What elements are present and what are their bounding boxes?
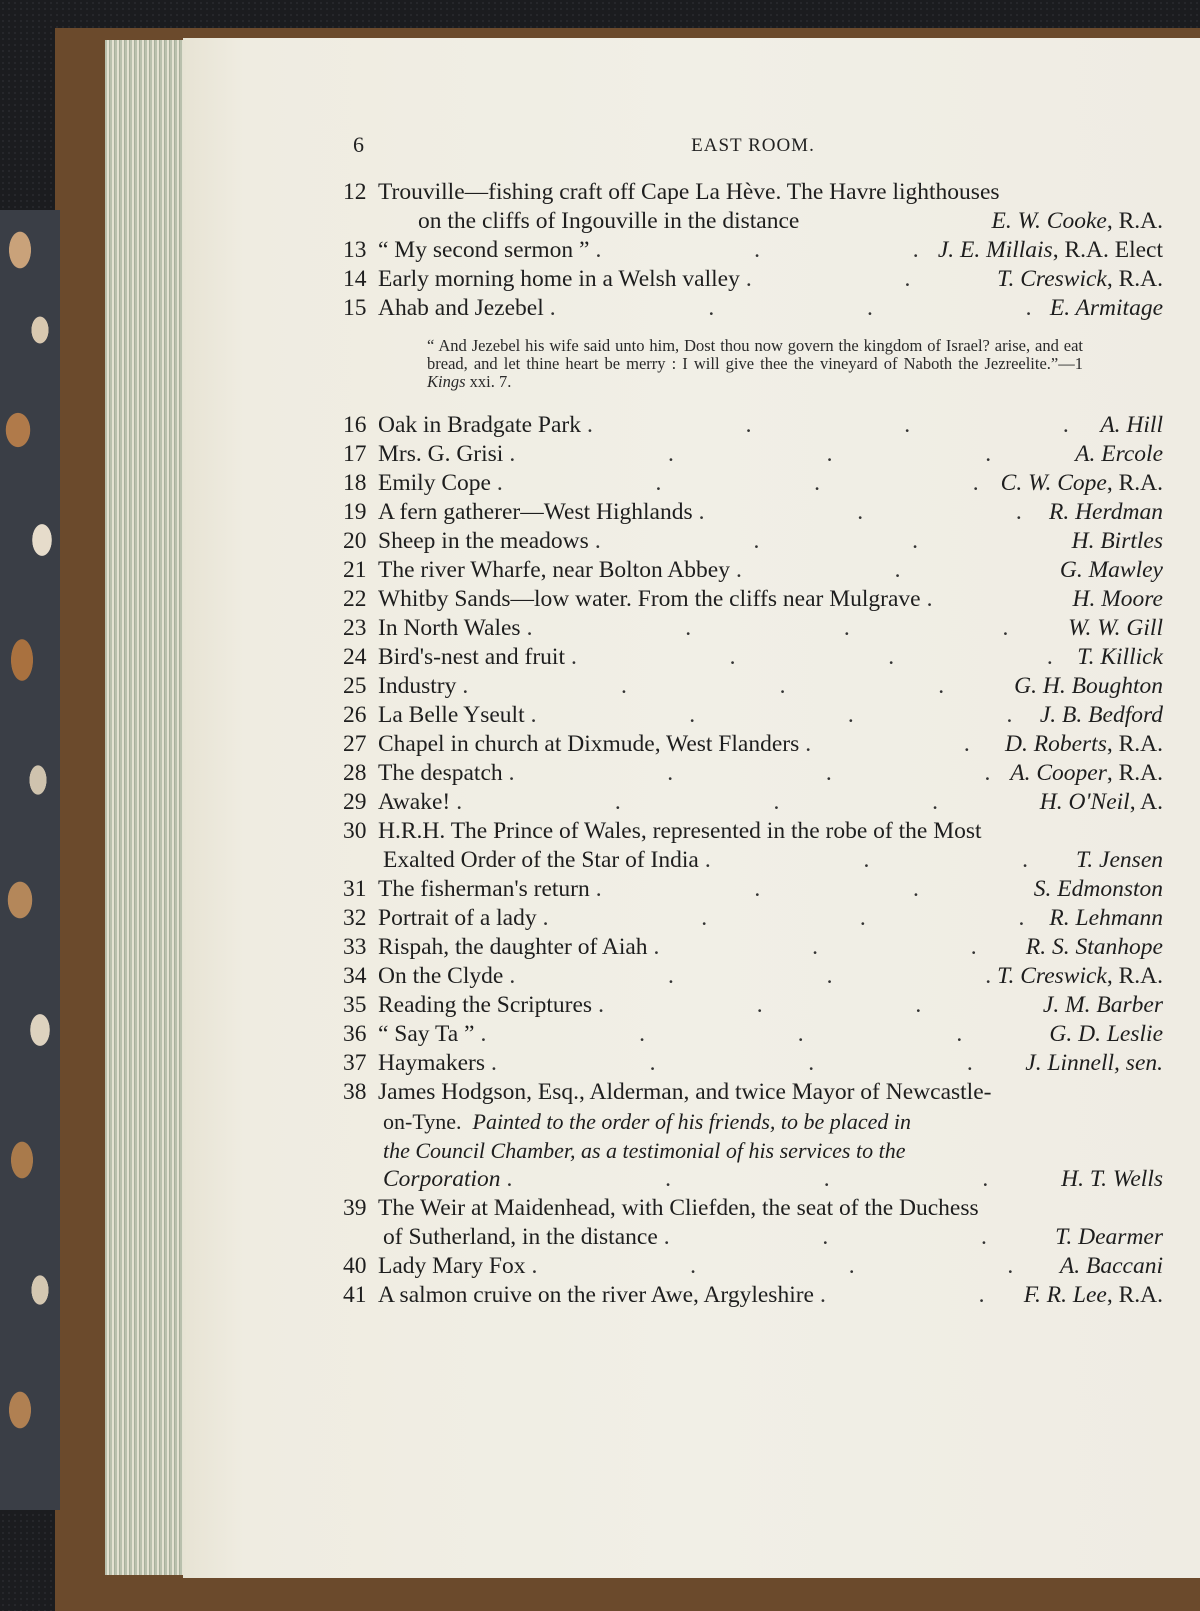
entry-title: The despatch (378, 760, 503, 786)
catalogue-entry (343, 1049, 1163, 1078)
artist-name (1043, 991, 1163, 1020)
entry-number: 32 (343, 905, 367, 931)
entry-number: 23 (343, 615, 367, 641)
catalogue-entry (343, 875, 1163, 904)
quote-book: Kings (427, 372, 466, 391)
entry-number: 22 (343, 586, 367, 612)
artist-name (1049, 498, 1163, 527)
artist-name-italic: G. Mawley (1059, 557, 1163, 583)
marbled-endpaper (0, 210, 60, 1510)
entry-number: 35 (343, 992, 367, 1018)
artist-name (1010, 759, 1163, 788)
catalogue-entry (343, 962, 1163, 991)
entry-title: The river Wharfe, near Bolton Abbey (378, 557, 730, 583)
entry-commission-note: Corporation (383, 1166, 501, 1192)
artist-name (1014, 672, 1163, 701)
entry-title: Mrs. G. Grisi (378, 441, 504, 467)
artist-suffix: , R.A. Elect (1052, 237, 1163, 263)
artist-name-italic: R. S. Stanhope (1025, 934, 1163, 960)
entry-number: 25 (343, 673, 367, 699)
entry-number: 26 (343, 702, 367, 728)
artist-name (1072, 585, 1163, 614)
entry-number: 18 (343, 470, 367, 496)
entry-commission-note: Painted to the order of his friends, to be placed in (472, 1109, 912, 1134)
artist-name-italic: F. R. Lee (1023, 1282, 1107, 1308)
catalogue-entry (343, 440, 1163, 469)
artist-name-italic: R. Lehmann (1049, 905, 1163, 931)
entry-title: “ My second sermon ” (378, 237, 590, 263)
catalogue-entry (343, 265, 1163, 294)
artist-name (1076, 846, 1163, 875)
leader-dots (805, 730, 999, 759)
entry-number: 38 (343, 1079, 367, 1105)
artist-name (1034, 875, 1163, 904)
quote-text: “ And Jezebel his wife said unto him, Dost thou now govern the kingdom of Israel? arise, and eat bread, and let thine heart be merry : I will give thee the vineyard of Naboth the Jezreelite.”—1 (427, 336, 1083, 373)
leader-dots (736, 556, 1054, 585)
catalogue-entry (343, 1020, 1163, 1049)
artist-name (1055, 1223, 1163, 1252)
catalogue-entry (343, 178, 1163, 236)
artist-name (1077, 643, 1163, 672)
artist-suffix: , R.A. (1106, 963, 1163, 989)
entry-number: 12 (343, 179, 367, 205)
artist-name-italic: J. Linnell, sen. (1025, 1050, 1163, 1076)
leader-dots (462, 672, 1008, 701)
catalogue-entry (343, 1281, 1163, 1310)
entry-number: 16 (343, 412, 367, 438)
catalogue-entry (343, 1078, 1163, 1194)
leader-dots (595, 527, 1066, 556)
catalogue-list (343, 178, 1163, 1310)
entry-number: 41 (343, 1282, 367, 1308)
artist-name-italic: G. H. Boughton (1014, 673, 1163, 699)
artist-name (1001, 469, 1163, 498)
running-head: EAST ROOM. (691, 135, 815, 156)
entry-number: 40 (343, 1253, 367, 1279)
catalogue-entry (343, 817, 1163, 875)
leader-dots (531, 701, 1034, 730)
artist-suffix: , R.A. (1106, 470, 1163, 496)
artist-name-italic: H. O'Neil (1039, 789, 1130, 815)
entry-title: “ Say Ta ” (378, 1021, 475, 1047)
leader-dots (497, 469, 995, 498)
entry-title: La Belle Yseult (378, 702, 525, 728)
catalogue-entry (343, 236, 1163, 265)
leader-dots (746, 265, 991, 294)
artist-name (1061, 1165, 1163, 1194)
artist-suffix: , A. (1129, 789, 1163, 815)
leader-dots (820, 1281, 1018, 1310)
artist-name-italic: R. Herdman (1048, 499, 1163, 525)
entry-number: 20 (343, 528, 367, 554)
artist-name-italic: A. Baccani (1059, 1253, 1163, 1279)
artist-name-italic: E. Armitage (1049, 295, 1163, 321)
artist-name-italic: J. B. Bedford (1039, 702, 1163, 728)
entry-number: 31 (343, 876, 367, 902)
catalogue-entry (343, 788, 1163, 817)
entry-title: A salmon cruive on the river Awe, Argyleshire (378, 1282, 814, 1308)
leader-dots (480, 1020, 1043, 1049)
entry-number: 37 (343, 1050, 367, 1076)
artist-name (992, 207, 1163, 236)
leader-dots (532, 1252, 1054, 1281)
artist-name (1075, 440, 1163, 469)
entry-title: Rispah, the daughter of Aiah (378, 934, 648, 960)
leader-dots (491, 1049, 1019, 1078)
entry-number: 28 (343, 760, 367, 786)
catalogue-entry (343, 294, 1163, 323)
catalogue-entry (343, 527, 1163, 556)
entry-title: A fern gatherer—West Highlands (378, 499, 693, 525)
artist-name (1050, 294, 1163, 323)
catalogue-entry (343, 672, 1163, 701)
catalogue-entry (343, 614, 1163, 643)
entry-number: 21 (343, 557, 367, 583)
quote-reference: xxi. 7. (465, 372, 512, 391)
entry-title: Haymakers (378, 1050, 486, 1076)
entry-title: Whitby Sands—low water. From the cliffs near Mulgrave (378, 586, 921, 612)
page-edges (105, 40, 185, 1575)
catalogue-entry (343, 759, 1163, 788)
catalogue-entry (343, 701, 1163, 730)
artist-suffix: , R.A. (1106, 208, 1163, 234)
entry-title-continued (383, 1107, 911, 1136)
entry-number: 36 (343, 1021, 367, 1047)
catalogue-entry (343, 730, 1163, 759)
entry-title: Bird's-nest and fruit (378, 644, 565, 670)
entry-title-continued: on the cliffs of Ingouville in the distance (418, 208, 800, 234)
artist-name-italic: H. Birtles (1071, 528, 1163, 554)
catalogue-entry (343, 904, 1163, 933)
artist-name-italic: T. Killick (1077, 644, 1163, 670)
entry-title: Awake! (378, 789, 451, 815)
entry-number: 39 (343, 1195, 367, 1221)
leader-dots (507, 1165, 1056, 1194)
entry-number: 34 (343, 963, 367, 989)
catalogue-entry (343, 933, 1163, 962)
leader-dots (596, 875, 1028, 904)
leader-dots (927, 585, 1067, 614)
artist-name (1040, 701, 1163, 730)
artist-name-italic: J. M. Barber (1042, 992, 1163, 1018)
leader-dots (550, 294, 1044, 323)
leader-dots (705, 846, 1070, 875)
entry-title: Industry (378, 673, 457, 699)
entry-title: Early morning home in a Welsh valley (378, 266, 740, 292)
entry-title: James Hodgson, Esq., Alderman, and twice Mayor of Newcastle- (378, 1079, 992, 1105)
artist-name (1024, 1281, 1163, 1310)
leader-dots (587, 411, 1094, 440)
artist-name (1049, 1020, 1163, 1049)
entry-title: Reading the Scriptures (378, 992, 593, 1018)
entry-title: Emily Cope (378, 470, 491, 496)
leader-dots (664, 1223, 1049, 1252)
entry-commission-note: the Council Chamber, as a testimonial of his services to the (383, 1138, 906, 1163)
artist-name (1040, 788, 1163, 817)
artist-name (1060, 556, 1163, 585)
entry-number: 29 (343, 789, 367, 815)
artist-name-italic: J. E. Millais (937, 237, 1053, 263)
artist-name-italic: T. Dearmer (1055, 1224, 1163, 1250)
catalogue-entry (343, 411, 1163, 440)
artist-name (997, 962, 1163, 991)
entry-number: 17 (343, 441, 367, 467)
leader-dots (543, 904, 1044, 933)
entry-title: Chapel in church at Dixmude, West Flanders (378, 731, 800, 757)
artist-name (1025, 1049, 1163, 1078)
catalogue-entry (343, 498, 1163, 527)
artist-name (938, 236, 1163, 265)
artist-name-italic: A. Cooper (1010, 760, 1107, 786)
entry-title: Sheep in the meadows (378, 528, 589, 554)
artist-name (1026, 933, 1163, 962)
artist-name (997, 265, 1163, 294)
entry-title: The Weir at Maidenhead, with Cliefden, the seat of the Duchess (378, 1195, 979, 1221)
artist-name-italic: T. Creswick (997, 266, 1107, 292)
leader-dots (509, 440, 1069, 469)
catalogue-entry (343, 991, 1163, 1020)
artist-name-italic: E. W. Cooke (991, 208, 1107, 234)
artist-suffix: , R.A. (1106, 266, 1163, 292)
artist-name (1060, 1252, 1163, 1281)
catalogue-entry (343, 1194, 1163, 1252)
leader-dots (509, 962, 991, 991)
entry-number: 33 (343, 934, 367, 960)
artist-name-italic: T. Creswick (997, 963, 1107, 989)
artist-name-italic: W. W. Gill (1068, 615, 1163, 641)
entry-number: 30 (343, 818, 367, 844)
leader-dots (595, 236, 931, 265)
artist-name-italic: T. Jensen (1075, 847, 1163, 873)
entry-title: The fisherman's return (378, 876, 590, 902)
artist-name-italic: D. Roberts (1005, 731, 1107, 757)
leader-dots (699, 498, 1043, 527)
entry-number: 27 (343, 731, 367, 757)
entry-number: 15 (343, 295, 367, 321)
catalogue-entry (343, 643, 1163, 672)
catalogue-entry (343, 556, 1163, 585)
artist-name-italic: H. Moore (1072, 586, 1163, 612)
scripture-quote (427, 337, 1083, 391)
page-header (353, 132, 1153, 162)
entry-title: Oak in Bradgate Park (378, 412, 581, 438)
entry-title: In North Wales (378, 615, 521, 641)
artist-name-italic: S. Edmonston (1033, 876, 1163, 902)
entry-title-plain: on-Tyne. (383, 1109, 462, 1134)
entry-number: 14 (343, 266, 367, 292)
catalogue-entry (343, 585, 1163, 614)
artist-suffix: , R.A. (1106, 1282, 1163, 1308)
artist-name (1005, 730, 1163, 759)
artist-name-italic: G. D. Leslie (1049, 1021, 1163, 1047)
artist-suffix: , R.A. (1106, 731, 1163, 757)
artist-name-italic: C. W. Cope (1000, 470, 1107, 496)
entry-title: Ahab and Jezebel (378, 295, 544, 321)
artist-name (1068, 614, 1163, 643)
entry-title: Lady Mary Fox (378, 1253, 526, 1279)
artist-name (1072, 527, 1163, 556)
leader-dots (456, 788, 1034, 817)
entry-title-continued: Exalted Order of the Star of India (383, 847, 699, 873)
entry-title: H.R.H. The Prince of Wales, represented in the robe of the Most (378, 818, 982, 844)
artist-name-italic: H. T. Wells (1061, 1166, 1163, 1192)
leader-dots (509, 759, 1005, 788)
catalogue-entry (343, 1252, 1163, 1281)
artist-name-italic: A. Ercole (1075, 441, 1163, 467)
entry-number: 19 (343, 499, 367, 525)
artist-name (1100, 411, 1163, 440)
page-number: 6 (353, 132, 364, 157)
leader-dots (527, 614, 1063, 643)
entry-number: 24 (343, 644, 367, 670)
artist-name (1049, 904, 1163, 933)
entry-title: Trouville—fishing craft off Cape La Hève. The Havre lighthouses (378, 179, 1000, 205)
entry-title-continued: of Sutherland, in the distance (383, 1224, 658, 1250)
leader-dots (654, 933, 1020, 962)
entry-title: On the Clyde (378, 963, 504, 989)
artist-name-italic: A. Hill (1100, 412, 1163, 438)
entry-title: Portrait of a lady (378, 905, 537, 931)
catalogue-entry (343, 469, 1163, 498)
leader-dots (598, 991, 1037, 1020)
artist-suffix: , R.A. (1106, 760, 1163, 786)
leader-dots (571, 643, 1071, 672)
entry-number: 13 (343, 237, 367, 263)
